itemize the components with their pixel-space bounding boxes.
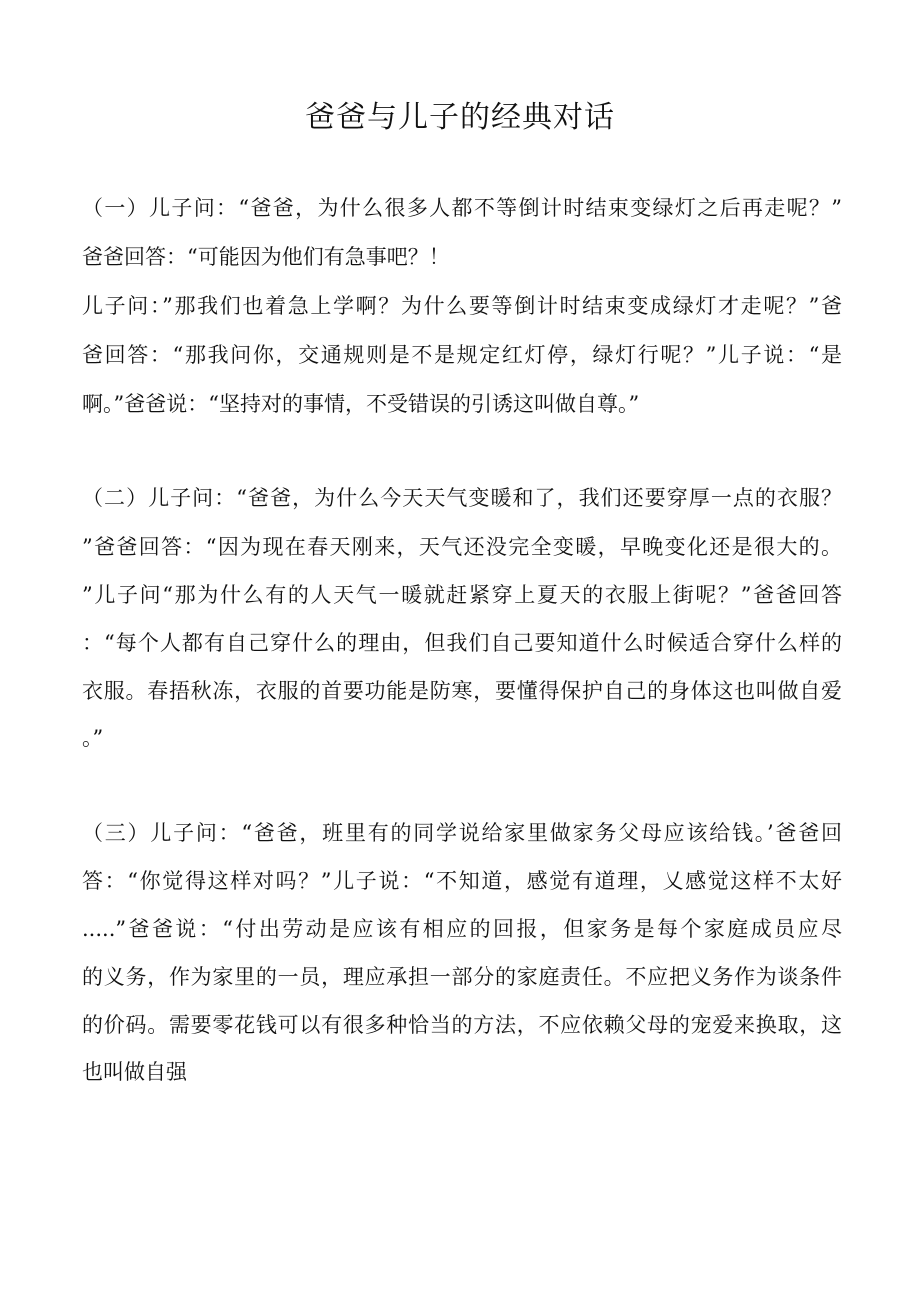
text-line: 的价码。需要零花钱可以有很多种恰当的方法，不应依赖父母的宠爱来换取，这 (82, 1013, 842, 1037)
text-line: 儿子问：”那我们也着急上学啊？为什么要等倒计时结束变成绿灯才走呢？”爸 (82, 294, 842, 318)
document-title: 爸爸与儿子的经典对话 (305, 100, 615, 135)
text-line: .....”爸爸说：“付出劳动是应该有相应的回报，但家务是每个家庭成员应尽 (82, 917, 842, 941)
text-line: 的义务，作为家里的一员，理应承担一部分的家庭责任。不应把义务作为谈条件 (82, 965, 842, 989)
text-line: （二）儿子问：“爸爸，为什么今天天气变暖和了，我们还要穿厚一点的衣服？ (82, 486, 842, 510)
text-line: ”儿子问“那为什么有的人天气一暖就赶紧穿上夏天的衣服上街呢？”爸爸回答 (82, 583, 842, 607)
text-line: 也叫做自强 (82, 1060, 187, 1084)
text-line: ：“每个人都有自己穿什么的理由，但我们自己要知道什么时候适合穿什么样的 (82, 631, 842, 655)
text-line: 爸爸回答：“可能因为他们有急事吧？！ (82, 245, 450, 269)
text-line: （三）儿子问：“爸爸，班里有的同学说给家里做家务父母应该给钱。’爸爸回 (82, 821, 842, 845)
text-line: 。” (82, 726, 104, 750)
text-line: （一）儿子问：“爸爸，为什么很多人都不等倒计时结束变绿灯之后再走呢？” (82, 196, 842, 220)
text-line: 啊。”爸爸说：“坚持对的事情，不受错误的引诱这叫做自尊。” (82, 392, 640, 416)
text-line: 爸回答：“那我问你，交通规则是不是规定红灯停，绿灯行呢？”儿子说：“是 (82, 343, 842, 367)
text-line: ”爸爸回答：“因为现在春天刚来，天气还没完全变暖，早晚变化还是很大的。 (82, 535, 842, 559)
text-line: 衣服。春捂秋冻，衣服的首要功能是防寒，要懂得保护自己的身体这也叫做自爱 (82, 679, 842, 703)
text-line: 答：“你觉得这样对吗？”儿子说：“不知道，感觉有道理，乂感觉这样不太好 (82, 869, 842, 893)
